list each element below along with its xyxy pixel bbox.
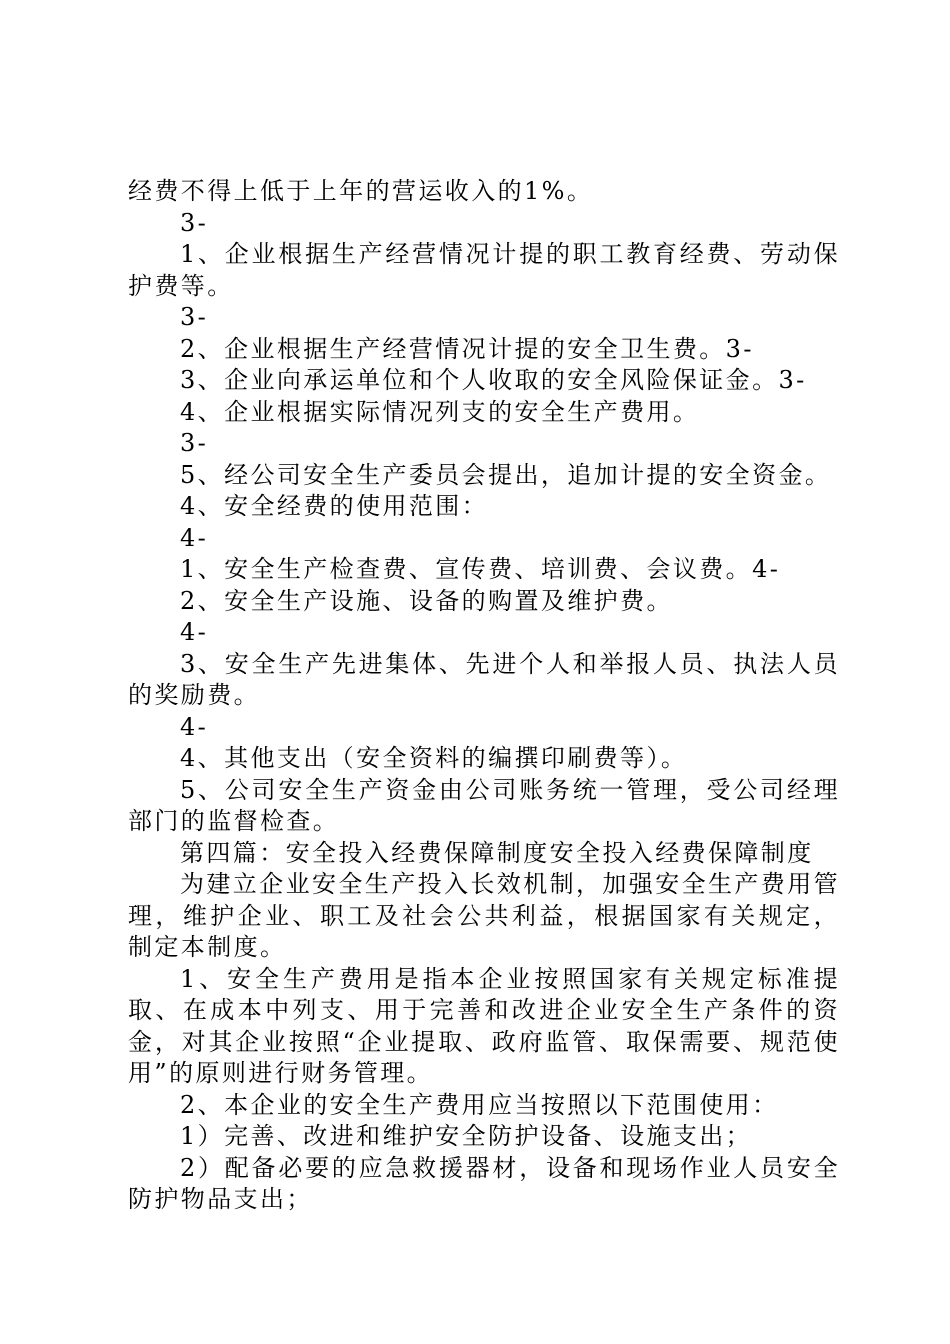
page-marker: 3-: [180, 429, 209, 457]
paragraph: 5、经公司安全生产委员会提出，追加计提的安全资金。: [180, 460, 832, 489]
chapter-title: 第四篇：安全投入经费保障制度安全投入经费保障制度: [180, 838, 814, 867]
paragraph: 为建立企业安全生产投入长效机制，加强安全生产费用管理，维护企业、职工及社会公共利益，根据国家有关规定，制定本制度。: [128, 870, 840, 961]
page-marker: 3-: [180, 303, 209, 331]
paragraph: 4、企业根据实际情况列支的安全生产费用。: [180, 397, 700, 426]
page-marker: 4-: [180, 712, 209, 741]
paragraph: 1、安全生产检查费、宣传费、培训费、会议费。4-: [180, 555, 781, 583]
paragraph: 2、本企业的安全生产费用应当按照以下范围使用：: [180, 1090, 779, 1119]
paragraph: 2、安全生产设施、设备的购置及维护费。: [180, 586, 673, 615]
paragraph: 1、企业根据生产经营情况计提的职工教育经费、劳动保护费等。: [128, 240, 840, 300]
paragraph: 3、安全生产先进集体、先进个人和举报人员、执法人员的奖励费。: [128, 649, 840, 709]
paragraph: 经费不得上低于上年的营运收入的1%。: [128, 177, 594, 205]
paragraph: 1、安全生产费用是指本企业按照国家有关规定标准提取、在成本中列支、用于完善和改进企业安全生产条件的资金，对其企业按照“企业提取、政府监管、取保需要、规范使用”的原则进行财务管理。: [128, 964, 840, 1087]
page-marker: 4-: [180, 523, 209, 552]
paragraph: 5、公司安全生产资金由公司账务统一管理，受公司经理部门的监督检查。: [128, 775, 840, 835]
paragraph: 4、其他支出（安全资料的编撰印刷费等）。: [180, 744, 688, 772]
list-item: 2）配备必要的应急救援器材，设备和现场作业人员安全防护物品支出；: [128, 1153, 840, 1213]
page-marker: 3-: [180, 208, 209, 237]
paragraph: 3、企业向承运单位和个人收取的安全风险保证金。3-: [180, 366, 807, 394]
paragraph: 2、企业根据生产经营情况计提的安全卫生费。3-: [180, 334, 754, 363]
document-body: [128, 176, 840, 1216]
list-item: 1）完善、改进和维护安全防护设备、设施支出；: [180, 1122, 753, 1150]
section-heading: 4、安全经费的使用范围：: [180, 492, 489, 520]
page-marker: 4-: [180, 618, 209, 646]
